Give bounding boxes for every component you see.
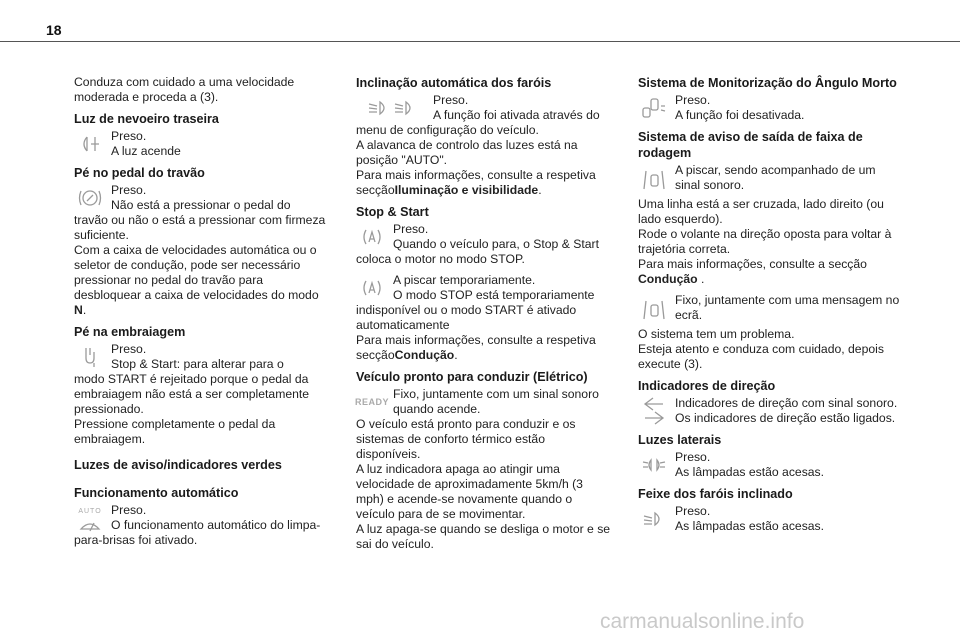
blindspot-line1: Preso. (675, 93, 711, 107)
stopstart-end: . (454, 348, 458, 362)
ready-icon (356, 387, 388, 417)
auto-wiper-icon (74, 503, 106, 533)
blind-spot-icon (638, 93, 670, 123)
lane-rest: Uma linha está a ser cruzada, lado direito (ou lado esquerdo). (638, 197, 884, 226)
ready-icon-text: READY (355, 396, 390, 407)
headlamp-line1: Preso. (433, 93, 469, 107)
side-lights-title: Luzes laterais (638, 433, 722, 447)
headlamp-rest: menu de configuração do veículo. (356, 123, 539, 137)
side-lights-line2: As lâmpadas estão acesas. (675, 465, 825, 479)
headlamp-line2: A função foi ativada através do (433, 108, 600, 122)
brake-rest: travão ou não o está a pressionar com firmeza suficiente. (74, 213, 326, 242)
clutch-title: Pé na embraiagem (74, 325, 186, 339)
direction-indicators-icon (638, 396, 670, 426)
brake-end: . (82, 303, 87, 317)
blindspot-title: Sistema de Monitorização do Ângulo Morto (638, 76, 897, 90)
brake-rest2: Com a caixa de velocidades automática ou o seletor de condução, pode ser necessário pressionar no pedal do travão para desbloquear a caixa de velocidades do modo (74, 243, 319, 302)
stopstart-line1: Preso. (393, 222, 429, 236)
lane-rest5: Esteja atento e conduza com cuidado, depois execute (3). (638, 342, 884, 371)
brake-line1: Preso. (111, 183, 147, 197)
column-3 (638, 75, 900, 540)
dipped-line1: Preso. (675, 504, 711, 518)
rear-fog-light-icon (74, 129, 106, 159)
lane-line2: sinal sonoro. (675, 178, 745, 192)
headlamp-rest2: A alavanca de controlo das luzes está na posição "AUTO". (356, 138, 578, 167)
watermark: carmanualsonline.info (600, 610, 805, 633)
column-1 (74, 75, 330, 554)
brake-pedal-title: Pé no pedal do travão (74, 166, 205, 180)
indicators-line1: Indicadores de direção com sinal sonoro. (675, 396, 898, 410)
clutch-rest2: Pressione completamente o pedal da embraiagem. (74, 417, 276, 446)
auto-icon-text: AUTO (78, 507, 102, 515)
ready-rest: O veículo está pronto para conduzir e os sistemas de conforto térmico estão disponíveis. (356, 417, 576, 461)
blindspot-line2: A função foi desativada. (675, 108, 805, 122)
lane-fault-line2: ecrã. (675, 308, 703, 322)
lane-title: Sistema de aviso de saída de faixa de rodagem (638, 130, 863, 160)
page-number: 18 (46, 22, 62, 38)
lane-line1: A piscar, sendo acompanhado de um (675, 163, 876, 177)
intro-paragraph: Conduza com cuidado a uma velocidade moderada e proceda a (3). (74, 75, 295, 104)
headlamp-end: . (538, 183, 542, 197)
stopstart-rest: coloca o motor no modo STOP. (356, 252, 525, 266)
clutch-line1: Preso. (111, 342, 147, 356)
ready-title: Veículo pronto para conduzir (Elétrico) (356, 370, 588, 384)
dipped-beam-icon (638, 504, 670, 534)
stopstart-rest2: indisponível ou o modo START é ativado automaticamente (356, 303, 577, 332)
rear-fog-line1: Preso. (111, 129, 147, 143)
dipped-line2: As lâmpadas estão acesas. (675, 519, 825, 533)
clutch-rest: modo START é rejeitado porque o pedal da embraiagem não está a ser completamente pressionado. (74, 372, 310, 416)
side-lights-icon (638, 450, 670, 480)
stopstart-link: Condução (394, 348, 455, 362)
stop-start-flashing-icon (356, 273, 388, 303)
auto-title: Funcionamento automático (74, 486, 239, 500)
header-rule (0, 41, 960, 42)
clutch-pedal-icon (74, 342, 106, 372)
ready-rest2: A luz indicadora apaga ao atingir uma velocidade de aproximadamente 5km/h (3 mph) e acende-se novamente quando o veículo para de se movimentar. (356, 462, 583, 521)
lane-departure-icon (638, 163, 670, 197)
dipped-title: Feixe dos faróis inclinado (638, 487, 793, 501)
lane-departure-fault-icon (638, 293, 670, 327)
stopstart-rest3: Para mais informações, consulte a respetiva secção (356, 333, 596, 362)
brake-line2: Não está a pressionar o pedal do (111, 198, 291, 212)
lane-rest4: O sistema tem um problema. (638, 327, 795, 341)
stopstart-blink1: A piscar temporariamente. (393, 273, 536, 287)
lane-rest2: Rode o volante na direção oposta para voltar à trajetória correta. (638, 227, 892, 256)
stopstart-blink2: O modo STOP está temporariamente (393, 288, 595, 302)
auto-line1: Preso. (111, 503, 147, 517)
stop-start-icon (356, 222, 388, 252)
rear-fog-line2: A luz acende (111, 144, 181, 158)
lane-link: Condução (638, 272, 698, 286)
ready-line1: Fixo, juntamente com um sinal sonoro (393, 387, 599, 401)
headlamp-leveling-icon (356, 93, 428, 123)
auto-line2: O funcionamento automático do limpa- (111, 518, 321, 532)
rear-fog-title: Luz de nevoeiro traseira (74, 112, 219, 126)
lane-fault-line1: Fixo, juntamente com uma mensagem no (675, 293, 900, 307)
side-lights-line1: Preso. (675, 450, 711, 464)
lane-end: . (697, 272, 705, 286)
headlamp-rest3: Para mais informações, consulte a respetiva secção (356, 168, 596, 197)
headlamp-title: Inclinação automática dos faróis (356, 76, 552, 90)
section-green-indicators: Luzes de aviso/indicadores verdes (74, 458, 282, 472)
ready-rest3: A luz apaga-se quando se desliga o motor e se sai do veículo. (356, 522, 611, 551)
clutch-line2: Stop & Start: para alterar para o (111, 357, 284, 371)
stopstart-line2: Quando o veículo para, o Stop & Start (393, 237, 599, 251)
ready-line2: quando acende. (393, 402, 481, 416)
lane-rest3: Para mais informações, consulte a secção (638, 257, 867, 271)
brake-pedal-icon (74, 183, 106, 213)
brake-mode: N (74, 303, 83, 317)
indicators-title: Indicadores de direção (638, 379, 776, 393)
column-2 (356, 75, 612, 558)
auto-rest: para-brisas foi ativado. (74, 533, 198, 547)
indicators-line2: Os indicadores de direção estão ligados. (675, 411, 896, 425)
headlamp-link: Iluminação e visibilidade (394, 183, 539, 197)
stopstart-title: Stop & Start (356, 205, 429, 219)
